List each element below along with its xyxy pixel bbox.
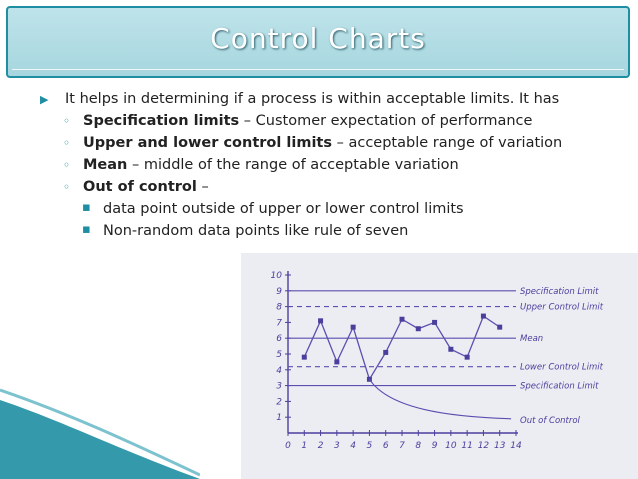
reference-label-4: Specification Limit [520,381,599,392]
x-tick-label-7: 7 [399,441,405,451]
x-tick-label-3: 3 [333,441,340,451]
sub-bullet-outside-limits [40,198,620,220]
decorative-swoosh [0,380,200,479]
data-point [481,314,486,319]
x-tick-label-11: 11 [461,441,473,451]
y-tick-label-10: 10 [270,271,282,281]
bullet-control-limits-term: Upper and lower control limits [83,135,332,151]
x-tick-label-4: 4 [350,441,357,451]
bullet-spec-desc: – Customer expectation of performance [239,113,533,129]
dot-icon: ▪ [82,200,91,215]
control-chart [241,253,638,479]
data-point [318,318,323,323]
x-tick-label-8: 8 [415,441,422,451]
bullet-control-limits [40,132,620,154]
x-tick-label-12: 12 [477,441,490,451]
bullet-list [40,88,620,242]
bullet-ooc-desc: – [196,179,209,195]
sub-bullet-1-text: data point outside of upper or lower control limits [103,201,464,217]
x-tick-label-13: 13 [493,441,506,451]
data-point [334,359,339,364]
sub-bullet-2-text: Non-random data points like rule of seven [103,223,409,239]
y-tick-label-3: 3 [276,381,282,392]
title-underline [12,69,624,70]
data-point [497,325,502,330]
data-point [448,347,453,352]
control-chart-photo [241,253,638,479]
x-tick-label-0: 0 [285,441,291,451]
x-tick-label-6: 6 [382,441,389,451]
x-tick-label-1: 1 [301,441,308,451]
bullet-mean-term: Mean [83,157,128,173]
bullet-mean-desc: – middle of the range of acceptable variation [127,157,459,173]
data-point [432,320,437,325]
reference-label-0: Specification Limit [520,286,599,297]
y-tick-label-1: 1 [276,413,282,424]
ring-icon: ◦ [63,136,71,150]
bullet-ooc-term: Out of control [83,179,197,195]
data-point [400,317,405,322]
x-tick-label-10: 10 [445,441,457,451]
y-tick-label-7: 7 [276,318,282,329]
reference-label-2: Mean [520,334,544,345]
data-point [416,326,421,331]
y-tick-label-8: 8 [276,302,282,313]
bullet-intro [40,88,620,110]
x-tick-label-9: 9 [431,441,438,451]
y-tick-label-2: 2 [276,397,282,408]
reference-label-1: Upper Control Limit [520,302,604,313]
y-tick-label-4: 4 [276,365,282,376]
x-tick-label-5: 5 [366,441,373,451]
y-tick-label-6: 6 [276,334,282,345]
bullet-intro-text: It helps in determining if a process is within acceptable limits. It has [65,91,560,107]
sub-bullet-rule-of-seven [40,220,620,242]
ring-icon: ◦ [63,114,71,128]
bullet-out-of-control [40,176,620,198]
series-line [304,316,499,379]
out-of-control-label: Out of Control [520,415,580,426]
ring-icon: ◦ [63,158,71,172]
data-point [383,350,388,355]
y-tick-label-9: 9 [276,286,282,297]
bullet-control-limits-desc: – acceptable range of variation [332,135,563,151]
title-bar [6,6,630,78]
x-tick-label-2: 2 [317,441,324,451]
x-tick-label-14: 14 [510,441,522,451]
bullet-spec [40,110,620,132]
bullet-spec-term: Specification limits [83,113,240,129]
y-tick-label-5: 5 [276,350,282,360]
slide-title: Control Charts [210,22,426,55]
data-point [351,325,356,330]
bullet-mean [40,154,620,176]
ring-icon: ◦ [63,180,71,194]
dot-icon: ▪ [82,222,91,237]
data-point [465,355,470,360]
triangle-right-icon: ▶ [40,93,49,106]
data-point [302,355,307,360]
reference-label-3: Lower Control Limit [520,362,603,373]
